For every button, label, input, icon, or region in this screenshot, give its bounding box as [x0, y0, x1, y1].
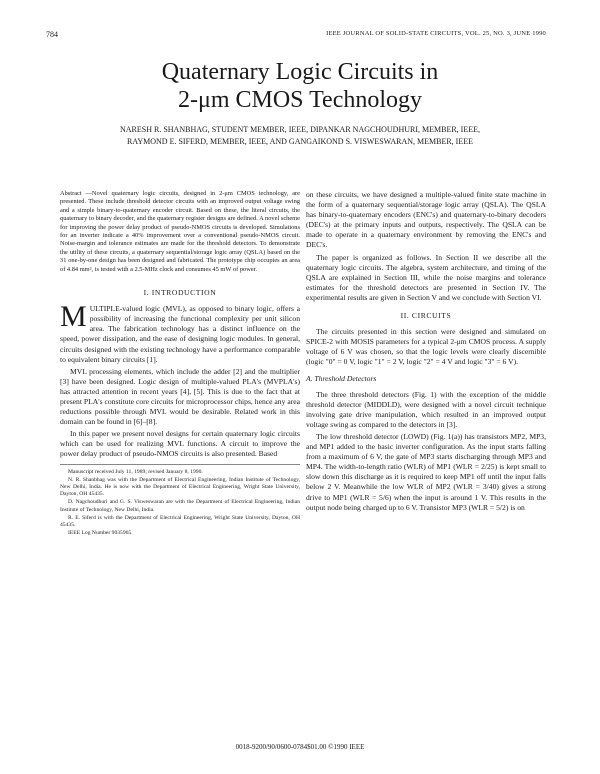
paper-title-line-1: Quaternary Logic Circuits in	[161, 59, 439, 85]
footnote-affiliation-nagchoudhuri: D. Nagchoudhuri and G. S. Visweswaran are with the Department of Electrical Engineering, Indian Institute of Technology, New Delhi, India.	[60, 499, 300, 513]
section-heading-circuits: II. CIRCUITS	[400, 311, 452, 321]
drop-cap: M	[60, 300, 87, 334]
journal-header: IEEE JOURNAL OF SOLID-STATE CIRCUITS, VOL. 25, NO. 3, JUNE 1990	[326, 30, 546, 37]
page-number: 784	[46, 30, 58, 39]
footnote-affiliation-shanbhag: N. R. Shanbhag was with the Department of Electrical Engineering, Indian Institute of Technology, New Delhi, India. He is now with the Department of Electrical Engineering, Wright State University, Dayton, OH 45435.	[60, 476, 300, 498]
paper-title	[0, 58, 600, 114]
intro-paragraph-3: In this paper we present novel designs for certain quaternary logic circuits which can be used for realizing MVL functions. A circuit to improve the power delay product of pseudo-NMOS circuits is also presented. Based	[60, 429, 300, 459]
circuits-paragraph-1: The circuits presented in this section were designed and simulated on SPICE-2 with MOSIS parameters for a typical 2-μm CMOS process. A supply voltage of 6 V was chosen, so that the logic levels were clearly discernible (logic "0" = 0 V, logic "1" = 2 V, logic "2" = 4 V and logic "3" = 6 V).	[306, 327, 546, 367]
intro-paragraph-2: MVL processing elements, which include the adder [2] and the multiplier [3] have been designed. Logic design of multiple-valued PLA's (MVPLA's) has attracted attention in recent years [4], [5]. This is due to the fact that at present PLA's constitute core circuits for microprocessor chips, hence any area reductions possible through MVL would be desirable. Related work in this domain can be found in [6]–[8].	[60, 366, 300, 427]
subsection-heading-threshold-detectors: A. Threshold Detectors	[306, 373, 377, 383]
intro-paragraph-1-text: ULTIPLE-valued logic (MVL), as opposed to binary logic, offers a possibility of increasing the functional complexity per unit silicon area. The fabrication technology has a distinct influence on the speed, power dissipation, and the ease of designing logic modules. In general, circuits designed with the existing technology have a performance comparable to equivalent binary circuits [1].	[60, 304, 300, 364]
threshold-paragraph-1: The three threshold detectors (Fig. 1) with the exception of the middle threshold detector (MIDDLD), were designed with a novel circuit technique involving gate drive manipulation, which resulted in an improved output voltage swing as compared to the detectors in [3].	[306, 389, 546, 429]
threshold-paragraph-2: The low threshold detector (LOWD) (Fig. 1(a)) has transistors MP2, MP3, and MP1 added to the basic inverter configuration. As the input starts falling from a maximum of 6 V, the gate of MP3 starts discharging through MP3 and MP4. The width-to-length ratio (WLR) of MP1 (WLR = 2/25) is kept small to slow down this discharge as it is required to keep MP1 off until the input falls below 2 V. Meanwhile the low WLR of MP2 (WLR = 3/40) gives a strong drive to MP1 (WLR = 5/6) when the input is around 1 V. This results in the output node being charged up to 6 V. Transistor MP3 (WLR = 5/2) is on	[306, 431, 546, 512]
copyright-line: 0018-9200/90/0600-0784$01.00 ©1990 IEEE	[235, 743, 365, 751]
paper-title-line-2: 2-μm CMOS Technology	[177, 87, 423, 113]
intro-paragraph-1	[60, 300, 300, 365]
author-list	[60, 124, 540, 148]
footnotes	[60, 464, 300, 538]
right-column	[306, 190, 546, 515]
authors-line-1: NARESH R. SHANBHAG, STUDENT MEMBER, IEEE, DIPANKAR NAGCHOUDHURI, MEMBER, IEEE,	[119, 125, 480, 134]
footnote-manuscript: Manuscript received July 11, 1989; revised January 8, 1990.	[68, 468, 203, 475]
section-heading-introduction: I. INTRODUCTION	[143, 288, 217, 298]
organization-paragraph: The paper is organized as follows. In Section II we describe all the quaternary logic circuits. The algebra, system architecture, and timing of the QSLA are explained in Section III, while the noise margins and tolerance estimates for the threshold detectors are presented in Section IV. The experimental results are given in Section V and we conclude with Section VI.	[306, 252, 546, 302]
left-column	[60, 190, 300, 538]
authors-line-2: RAYMOND E. SIFERD, MEMBER, IEEE, AND GANGAIKOND S. VISWESWARAN, MEMBER, IEEE	[126, 137, 473, 146]
footnote-log-number: IEEE Log Number 9035965.	[68, 530, 133, 537]
footnote-affiliation-siferd: R. E. Siferd is with the Department of Electrical Engineering, Wright State University, Dayton, OH 45435.	[60, 514, 300, 528]
intro-continued-paragraph: on these circuits, we have designed a multiple-valued finite state machine in the form of a quaternary sequential/storage logic array (QSLA). The QSLA has binary-to-quaternary encoders (ENC's) and quaternary-to-binary decoders (DEC's) at the primary inputs and outputs, respectively. The QSLA can be made to operate in a quaternary environment by removing the ENC's and DEC's.	[306, 190, 546, 250]
abstract: Abstract —Novel quaternary logic circuits, designed in 2-μm CMOS technology, are presented. These include threshold detector circuits with an improved output voltage swing and a simple binary-to-quaternary encoder circuit. Based on these, the literal circuits, the quaternary to binary decoder, and the quaternary register designs are defined. A novel scheme for improving the power delay product of pseudo-NMOS circuits is developed. Simulations for an inverter indicate a 40% improvement over a conventional pseudo-NMOS circuit. Noise-margin and tolerance estimates are made for the threshold detectors. To demonstrate the utility of these circuits, a quaternary sequential/storage logic array (QSLA) based on the 31 one-by-one design has been designed and fabricated. The prototype chip occupies an area of 4.84 mm², is tested with a 2.5-MHz clock and consumes 45 mW of power.	[60, 190, 300, 273]
